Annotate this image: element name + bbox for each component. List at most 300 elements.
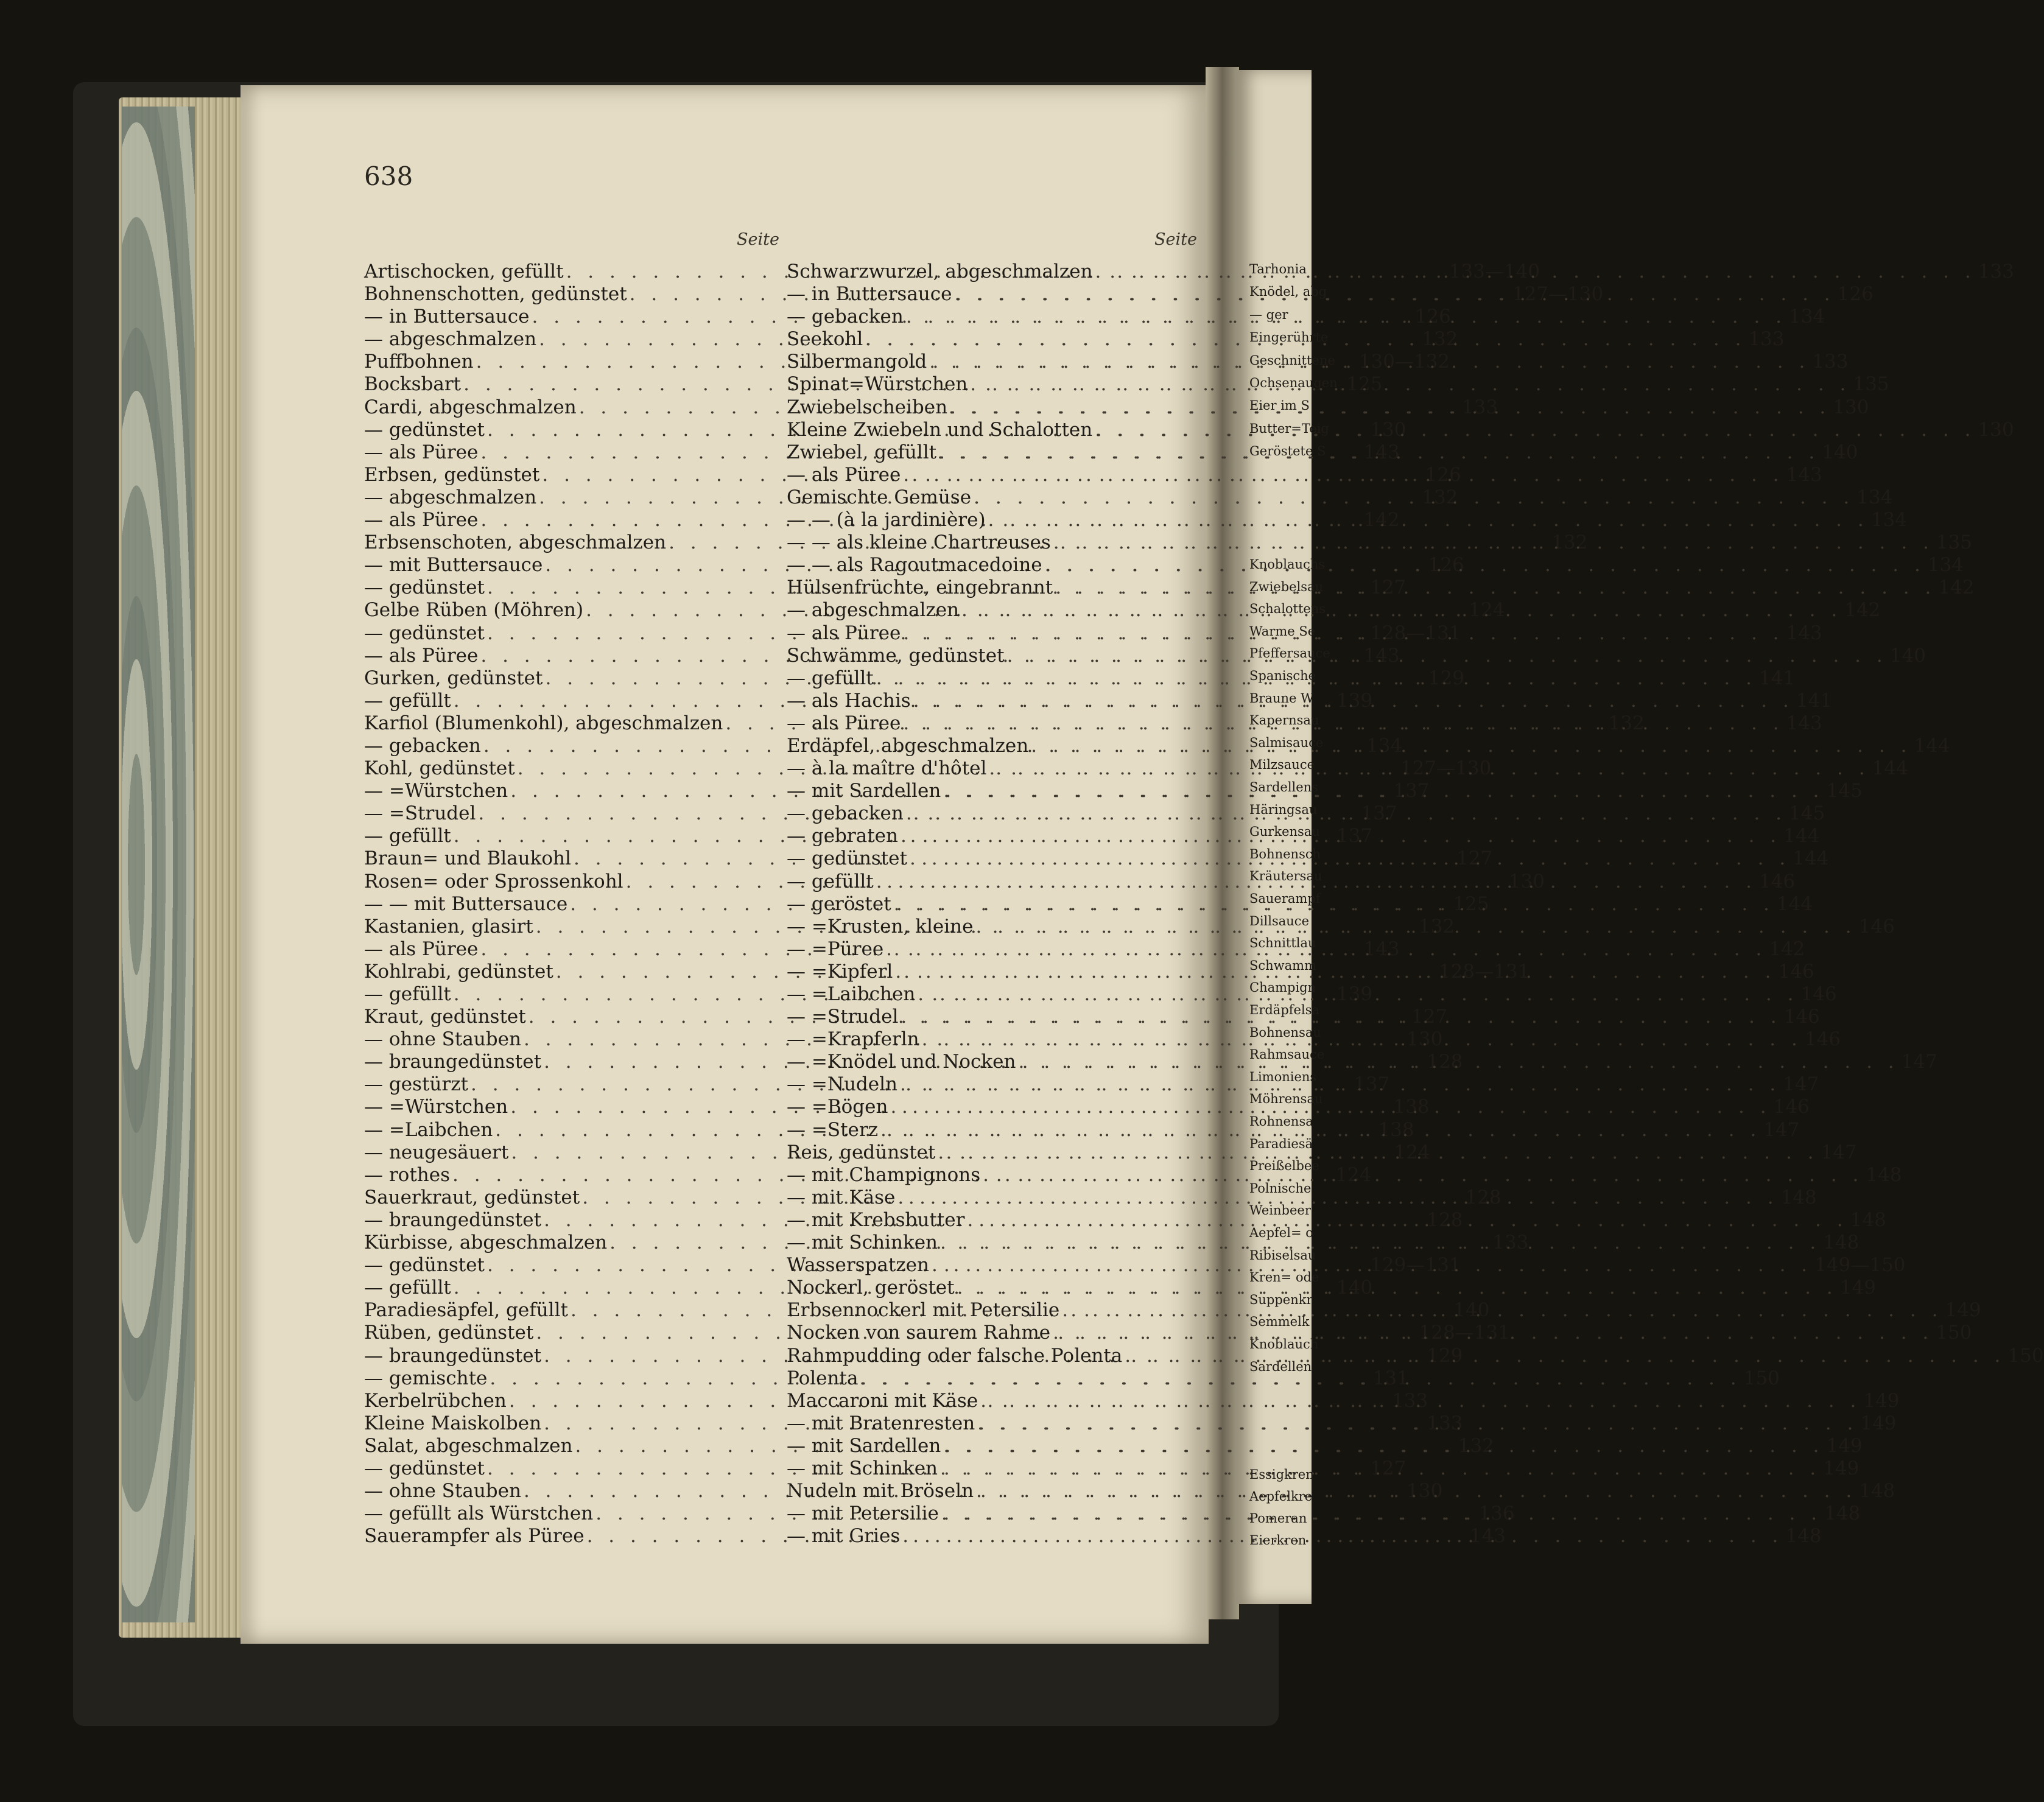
entry-label: — gefüllt <box>787 870 874 892</box>
right-page-fragment: Knoblauch <box>1249 1337 1319 1352</box>
entry-page: 134 <box>1789 306 1825 328</box>
right-page-fragment: Pomeran <box>1249 1511 1307 1526</box>
leader-dots <box>1005 645 1890 667</box>
entry-label: — mit Krebsbutter <box>787 1208 965 1231</box>
entry-page: 126 <box>1837 283 1874 306</box>
right-page-fragment: Polnische <box>1249 1180 1312 1196</box>
entry-page: 127 <box>1411 1006 1448 1028</box>
entry-label: Erbsen, gedünstet <box>364 463 540 486</box>
entry-page: 128 <box>1427 1051 1463 1073</box>
entry-page: 139 <box>1336 983 1373 1005</box>
entry-label: — gefüllt <box>364 1277 451 1299</box>
entry-label: Schwämme, gedünstet <box>787 644 1005 667</box>
entry-label: — als Püree <box>787 712 901 734</box>
entry-page: 140 <box>1453 1299 1490 1322</box>
leader-dots <box>929 1254 1814 1276</box>
right-page-fragment: Ribiselsau <box>1249 1247 1316 1263</box>
entry-page: 148 <box>1780 1186 1817 1208</box>
entry-page: 129—131 <box>1370 1254 1461 1277</box>
entry-page: 130 <box>1407 1480 1443 1502</box>
entry-page: 146 <box>1758 870 1796 892</box>
entry-label: Erbsennockerl mit Petersilie <box>787 1299 1060 1322</box>
entry-label: — — mit Buttersauce <box>364 892 568 915</box>
entry-label: Erbsenschoten, abgeschmalzen <box>364 531 667 554</box>
entry-page: 132 <box>1608 712 1645 734</box>
entry-label: Kastanien, glasirt <box>364 915 533 938</box>
entry-label: — gefüllt <box>787 667 874 689</box>
entry-page: 130 <box>1370 418 1407 441</box>
entry-label: Nocken von saurem Rahme <box>787 1322 1051 1344</box>
entry-page: 146 <box>1800 983 1837 1005</box>
right-page-fragment: Sardellens <box>1249 780 1318 794</box>
right-page-fragment: — ger <box>1249 307 1288 322</box>
right-page-fragment: Aepfelkre <box>1249 1489 1313 1504</box>
entry-page: 126 <box>1428 554 1464 577</box>
entry-label: — gebraten <box>787 825 898 847</box>
leader-dots <box>1092 419 1978 441</box>
entry-label: — =Knödel und Nocken <box>787 1051 1016 1073</box>
entry-page: 149 <box>1863 1389 1900 1412</box>
entry-page: 148 <box>1785 1525 1822 1548</box>
right-page-fragment: Rahmsauce <box>1249 1047 1325 1062</box>
entry-page: 130 <box>1508 870 1545 892</box>
entry-label: — als Püree <box>787 622 901 644</box>
leader-dots <box>975 1412 1860 1434</box>
leader-dots <box>895 1187 1780 1208</box>
right-page-fragment: Essigkren <box>1249 1467 1314 1482</box>
entry-label: — =Strudel <box>364 802 476 825</box>
right-page-fragment: Tarhonia <box>1249 262 1307 276</box>
entry-page: 133 <box>1978 261 2014 282</box>
entry-page: 137 <box>1361 802 1397 825</box>
leader-dots <box>891 893 1777 915</box>
leader-dots <box>1059 1299 1945 1321</box>
leader-dots <box>888 1096 1773 1118</box>
entry-page: 138 <box>1378 1118 1414 1141</box>
right-page-fragment: Ochsenaugen <box>1249 376 1338 390</box>
entry-page: 134 <box>1927 554 1964 577</box>
leader-dots <box>1053 577 1938 598</box>
entry-label: — als Hachis <box>787 689 911 712</box>
entry-label: — gedünstet <box>364 418 485 441</box>
leader-dots <box>939 1502 1824 1524</box>
entry-page: 134 <box>1856 486 1893 508</box>
right-page-fragment: Aepfel= o <box>1249 1225 1313 1240</box>
entry-page: 133 <box>1748 328 1785 351</box>
entry-label: Schwarzwurzel, abgeschmalzen <box>787 261 1093 282</box>
entry-page: 144 <box>1776 892 1813 915</box>
entry-page: 133 <box>1812 351 1849 373</box>
entry-label: — rothes <box>364 1163 451 1186</box>
right-page-fragment: Braune W <box>1249 690 1314 706</box>
entry-page: 137 <box>1336 825 1373 847</box>
entry-label: — gedünstet <box>364 577 485 599</box>
entry-page: 127—130 <box>1512 283 1604 306</box>
entry-label: — gefüllt <box>364 689 451 712</box>
entry-page: 129 <box>1427 1344 1463 1367</box>
right-page-fragment: Geröstete S <box>1249 444 1326 459</box>
entry-label: — mit Schinken <box>787 1457 938 1479</box>
leader-dots <box>898 825 1783 847</box>
entry-page: 146 <box>1778 960 1814 983</box>
entry-page: 143 <box>1363 644 1400 667</box>
page-number: 638 <box>364 161 413 191</box>
entry-page: 132 <box>1422 486 1458 508</box>
entry-page: 135 <box>1853 373 1889 396</box>
entry-page: 148 <box>1866 1163 1902 1186</box>
entry-page: 141 <box>1796 689 1833 712</box>
entry-page: 144 <box>1914 734 1950 757</box>
right-page-fragment: Schalottens <box>1249 601 1326 617</box>
leader-dots <box>947 396 1833 418</box>
entry-page: 134 <box>1366 734 1403 757</box>
right-page-fragment: Erdäpfelsa <box>1249 1003 1319 1017</box>
entry-label: — gebacken <box>364 734 481 757</box>
entry-page: 142 <box>1769 938 1805 960</box>
right-page-fragment: Butter=Teig <box>1249 421 1329 436</box>
leader-dots <box>978 1390 1863 1412</box>
entry-label: — =Krapferln <box>787 1028 919 1051</box>
entry-page: 147 <box>1821 1141 1857 1163</box>
entry-page: 148 <box>1859 1480 1895 1502</box>
leader-dots <box>1051 531 1936 553</box>
entry-label: — — als Ragoutmacedoine <box>787 554 1042 577</box>
entry-label: Rahmpudding oder falsche Polenta <box>787 1344 1123 1367</box>
entry-label: — als Püree <box>787 463 901 486</box>
entry-page: 146 <box>1804 1028 1841 1051</box>
entry-page: 150 <box>1936 1322 1972 1344</box>
entry-page: 144 <box>1872 757 1908 780</box>
entry-page: 140 <box>1822 441 1858 463</box>
entry-page: 146 <box>1858 915 1895 938</box>
right-page-fragment: Eingerührte <box>1249 330 1329 345</box>
leader-dots <box>968 373 1853 395</box>
right-page-fragment: Champign <box>1249 980 1316 995</box>
entry-page: 150 <box>2007 1344 2044 1367</box>
right-page-fragment: Möhrensau <box>1249 1092 1323 1107</box>
entry-page: 150 <box>1743 1367 1780 1389</box>
entry-page: 126 <box>1425 463 1461 486</box>
entry-page: 133—140 <box>1449 261 1540 282</box>
entry-page: 130 <box>1978 418 2014 441</box>
entry-label: — =Bögen <box>787 1096 888 1118</box>
entry-page: 148 <box>1824 1502 1861 1525</box>
entry-page: 147 <box>1901 1051 1937 1073</box>
entry-label: — gedünstet <box>364 622 485 644</box>
entry-label: — =Sterz <box>787 1118 879 1141</box>
entry-page: 130—132 <box>1358 351 1450 373</box>
leader-dots <box>936 441 1822 463</box>
leader-dots <box>938 1232 1823 1253</box>
leader-dots <box>938 1457 1823 1479</box>
entry-label: — mit Schinken <box>787 1232 938 1254</box>
entry-page: 124 <box>1394 1141 1430 1163</box>
leader-dots <box>955 1277 1840 1299</box>
entry-page: 144 <box>1783 825 1820 847</box>
entry-page: 137 <box>1393 780 1430 802</box>
entry-page: 149 <box>1945 1299 1981 1322</box>
entry-label: Kohl, gedünstet <box>364 757 515 780</box>
entry-page: 124 <box>1469 599 1505 622</box>
entry-page: 127 <box>1456 847 1493 870</box>
right-page-fragment: Preißelbee <box>1249 1159 1319 1174</box>
entry-page: 145 <box>1789 802 1825 825</box>
entry-label: — abgeschmalzen <box>364 328 537 351</box>
entry-label: Artischocken, gefüllt <box>364 261 564 282</box>
leader-dots <box>874 667 1759 689</box>
entry-label: — =Püree <box>787 938 884 960</box>
seite-heading-left: Seite <box>737 230 779 249</box>
entry-label: Nudeln mit Bröseln <box>787 1480 974 1502</box>
right-page-fragment: Knoblauchs <box>1249 557 1326 572</box>
entry-label: — gedünstet <box>787 847 907 870</box>
entry-page: 128—131 <box>1370 622 1461 644</box>
entry-page: 128 <box>1427 1208 1463 1231</box>
entry-label: — gefüllt <box>364 983 451 1005</box>
leader-dots <box>907 847 1793 869</box>
entry-label: Nockerl, geröstet <box>787 1277 955 1299</box>
entry-page: 127 <box>1370 577 1407 599</box>
entry-label: Gurken, gedünstet <box>364 667 543 689</box>
entry-label: — als Püree <box>364 644 479 667</box>
entry-label: Seekohl <box>787 328 863 351</box>
right-page-fragment: Schnittlau <box>1249 936 1316 951</box>
right-page-fragment: Rohnensa <box>1249 1114 1313 1129</box>
entry-label: — =Nudeln <box>787 1073 897 1096</box>
right-page-fragment: Limoniens <box>1249 1069 1317 1084</box>
leader-dots <box>974 1480 1859 1502</box>
entry-page: 143 <box>1786 622 1822 644</box>
leader-dots <box>1028 735 1914 757</box>
entry-label: — — (à la jardinière) <box>787 509 986 531</box>
entry-page: 140 <box>1336 1277 1373 1299</box>
entry-label: Gelbe Rüben (Möhren) <box>364 599 584 622</box>
entry-page: 132 <box>1422 328 1458 351</box>
entry-page: 141 <box>1758 667 1796 689</box>
right-page-fragment: Eierkren <box>1249 1533 1307 1548</box>
right-page-fragment: Gurkensau <box>1249 824 1320 840</box>
entry-page: 143 <box>1786 712 1822 734</box>
entry-page: 129 <box>1428 667 1464 689</box>
leader-dots <box>893 961 1778 983</box>
entry-page: 147 <box>1763 1118 1800 1141</box>
entry-page: 134 <box>1870 509 1907 531</box>
entry-label: — gemischte <box>364 1367 488 1389</box>
entry-page: 144 <box>1793 847 1829 870</box>
leader-dots <box>901 464 1786 486</box>
entry-label: — =Strudel <box>787 1006 899 1028</box>
entry-label: — in Buttersauce <box>364 306 530 328</box>
entry-label: — =Laibchen <box>787 983 916 1005</box>
entry-label: Hülsenfrüchte, eingebrannt <box>787 577 1053 599</box>
entry-label: Spinat=Würstchen <box>787 373 968 396</box>
entry-label: — als Püree <box>364 509 479 531</box>
leader-dots <box>1093 261 1978 282</box>
marbled-edge <box>122 107 195 1622</box>
leader-dots <box>1016 1051 1901 1073</box>
entry-label: — braungedünstet <box>364 1344 542 1367</box>
entry-label: — abgeschmalzen <box>787 599 960 622</box>
entry-label: Reis, gedünstet <box>787 1141 936 1163</box>
right-page-fragment: Dillsauce <box>1249 913 1309 928</box>
entry-label: — =Würstchen <box>364 1096 508 1118</box>
entry-label: — mit Petersilie <box>787 1502 939 1525</box>
entry-page: 133 <box>1392 1389 1428 1412</box>
right-page-fragment: Eier im S <box>1249 398 1310 413</box>
entry-label: Rüben, gedünstet <box>364 1322 534 1344</box>
entry-label: — mit Buttersauce <box>364 554 543 577</box>
entry-page: 148 <box>1850 1208 1886 1231</box>
entry-page: 125 <box>1346 373 1383 396</box>
entry-label: — in Buttersauce <box>787 283 952 306</box>
entry-label: — mit Sardellen <box>787 1434 941 1457</box>
right-page-fragment: Kren= ode <box>1249 1270 1319 1285</box>
right-page-fragment: Schwamm <box>1249 958 1316 973</box>
entry-page: 125 <box>1453 892 1489 915</box>
right-page-fragment: Knödel, abg <box>1249 284 1327 300</box>
leader-dots <box>980 1164 1866 1186</box>
entry-page: 149 <box>1823 1457 1860 1479</box>
entry-page: 143 <box>1469 1525 1506 1548</box>
entry-label: Kleine Zwiebeln und Schalotten <box>787 418 1093 441</box>
entry-page: 127 <box>1370 1457 1407 1479</box>
entry-page: 135 <box>1936 531 1973 554</box>
entry-page: 128—131 <box>1419 1322 1510 1344</box>
leader-dots <box>919 1028 1805 1050</box>
leader-dots <box>897 1073 1783 1095</box>
entry-label: — mit Gries <box>787 1525 901 1548</box>
entry-page: 128 <box>1465 1186 1501 1208</box>
entry-label: — gedünstet <box>364 1254 485 1277</box>
entry-label: — à la maître d'hôtel <box>787 757 987 780</box>
entry-label: — =Krusten, kleine <box>787 915 974 938</box>
entry-page: 131 <box>1372 1367 1409 1389</box>
right-page-fragment: Weinbeer <box>1249 1203 1311 1218</box>
right-page-fragment: Warme Se <box>1249 623 1316 639</box>
leader-dots <box>900 1525 1785 1547</box>
leader-dots <box>971 486 1856 508</box>
right-page-fragment: Bohnensch <box>1249 846 1321 861</box>
leader-dots <box>1042 554 1928 576</box>
entry-label: — ohne Stauben <box>364 1028 521 1051</box>
entry-page: 130 <box>1833 396 1869 418</box>
right-page-fragment: Kapernsau <box>1249 713 1319 728</box>
right-page-fragment: Pfeffersauce <box>1249 646 1330 661</box>
leader-dots <box>883 938 1769 960</box>
entry-page: 149 <box>1826 1434 1863 1457</box>
leader-dots <box>986 757 1872 779</box>
entry-label: Paradiesäpfel, gefüllt <box>364 1299 568 1322</box>
entry-page: 145 <box>1826 780 1863 802</box>
entry-page: 133 <box>1461 396 1498 418</box>
right-page-fragment: Paradiesä <box>1249 1136 1313 1151</box>
right-page-fragment: Zwiebelsau <box>1249 579 1324 594</box>
leader-dots <box>927 351 1812 373</box>
entry-label: Zwiebel, gefüllt <box>787 441 937 463</box>
entry-label: Sauerkraut, gedünstet <box>364 1186 580 1208</box>
entry-label: — als Püree <box>364 441 479 463</box>
entry-label: — =Kipferl <box>787 960 893 983</box>
leader-dots <box>898 1006 1783 1028</box>
entry-label: — abgeschmalzen <box>364 486 537 508</box>
seite-heading-right: Seite <box>1154 230 1197 249</box>
leader-dots <box>904 802 1789 824</box>
entry-label: — geröstet <box>787 892 891 915</box>
leader-dots <box>901 622 1786 644</box>
entry-label: Polenta <box>787 1367 859 1389</box>
entry-page: 149—150 <box>1814 1254 1906 1277</box>
entry-label: Zwiebelscheiben <box>787 396 948 418</box>
entry-page: 143 <box>1786 463 1822 486</box>
right-page-fragment: Spanische <box>1249 668 1316 683</box>
entry-page: 149 <box>1860 1412 1897 1434</box>
entry-label: — ohne Stauben <box>364 1480 521 1502</box>
entry-label: — gefüllt <box>364 825 451 847</box>
leader-dots <box>904 306 1789 328</box>
leader-dots <box>878 1119 1763 1141</box>
entry-page: 142 <box>1363 509 1400 531</box>
entry-label: Karfiol (Blumenkohl), abgeschmalzen <box>364 712 723 734</box>
right-page-fragment: Suppenkr <box>1249 1292 1313 1307</box>
entry-label: Bocksbart <box>364 373 462 396</box>
leader-dots <box>1050 1322 1936 1344</box>
entry-label: Wasserspatzen <box>787 1254 929 1277</box>
entry-page: 128—131 <box>1438 960 1530 983</box>
leader-dots <box>986 509 1871 531</box>
leader-dots <box>973 913 1858 938</box>
entry-label: Bohnenschotten, gedünstet <box>364 283 627 306</box>
entry-page: 142 <box>1844 599 1881 622</box>
entry-page: 148 <box>1823 1232 1860 1254</box>
right-page-fragment: Bohnensau <box>1249 1025 1321 1040</box>
right-page-fragment: Semmelk <box>1249 1314 1310 1330</box>
leader-dots <box>901 712 1786 734</box>
entry-page: 133 <box>1492 1232 1529 1254</box>
entry-page: 149 <box>1839 1277 1876 1299</box>
entry-label: — mit Sardellen <box>787 780 941 802</box>
entry-page: 137 <box>1354 1073 1390 1096</box>
entry-page: 133 <box>1427 1412 1463 1434</box>
leader-dots <box>915 983 1800 1005</box>
entry-page: 146 <box>1773 1096 1810 1118</box>
entry-page: 126 <box>1414 306 1451 328</box>
entry-label: Silbermangold <box>787 351 927 373</box>
entry-label: — mit Bratenresten <box>787 1412 975 1434</box>
leader-dots <box>935 1141 1821 1163</box>
entry-page: 147 <box>1783 1073 1819 1096</box>
entry-label: — braungedünstet <box>364 1208 542 1231</box>
entry-label: — =Würstchen <box>364 780 508 802</box>
right-page-fragment: Kräutersau <box>1249 869 1322 884</box>
entry-label: — — als kleine Chartreuses <box>787 531 1051 554</box>
entry-page: 132 <box>1458 1434 1494 1457</box>
entry-label: — gedünstet <box>364 1457 485 1479</box>
entry-label: — als Püree <box>364 938 479 960</box>
entry-label: Kleine Maiskolben <box>364 1412 542 1434</box>
entry-page: 138 <box>1393 1096 1430 1118</box>
entry-page: 146 <box>1783 1006 1820 1028</box>
leader-dots <box>959 599 1844 621</box>
right-page-fragment: Milzsauce <box>1249 757 1315 773</box>
entry-label: — braungedünstet <box>364 1051 542 1073</box>
entry-label: — mit Champignons <box>787 1163 981 1186</box>
entry-label: Sauerampfer als Püree <box>364 1525 585 1548</box>
entry-label: — gefüllt als Würstchen <box>364 1502 594 1525</box>
entry-label: — mit Käse <box>787 1186 896 1208</box>
entry-label: — gestürzt <box>364 1073 468 1096</box>
entry-label: Erdäpfel, abgeschmalzen <box>787 734 1029 757</box>
entry-label: Rosen= oder Sprossenkohl <box>364 870 623 892</box>
